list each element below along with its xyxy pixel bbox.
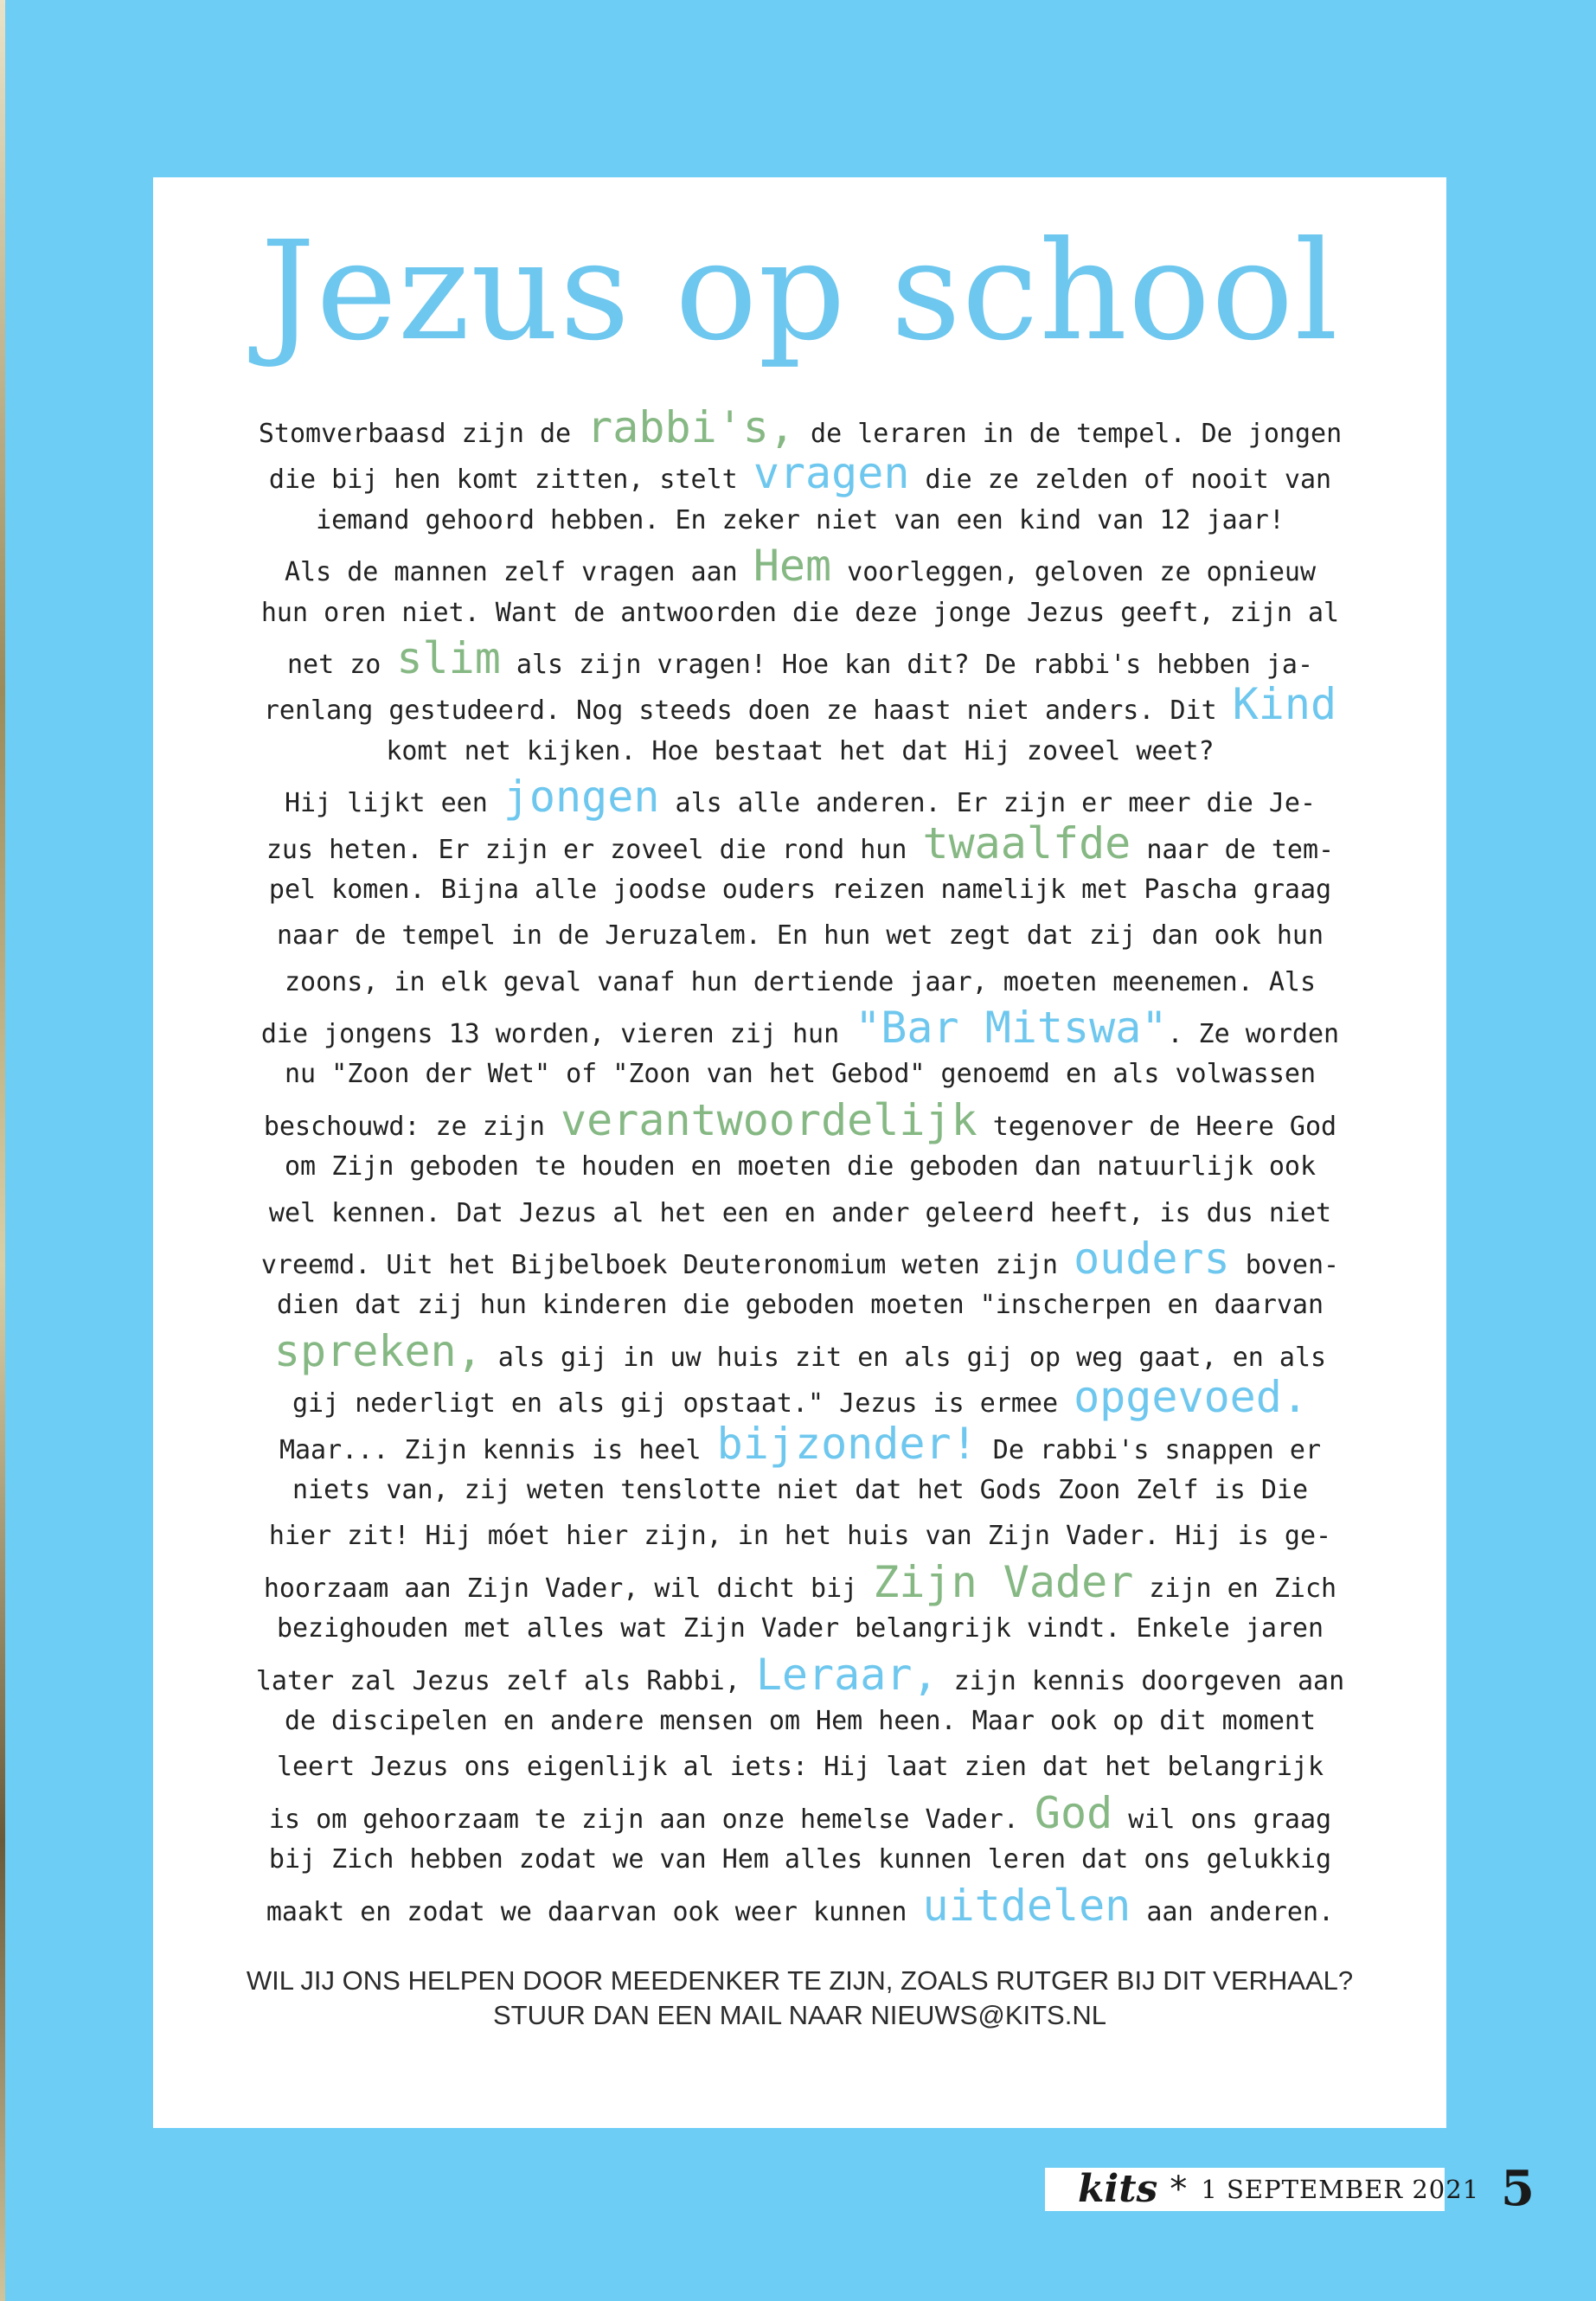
body-text-run: Als de mannen zelf vragen aan: [284, 557, 753, 588]
body-text-run: later zal Jezus zelf als Rabbi,: [255, 1665, 756, 1696]
body-text-run: als gij in uw huis zit en als gij op weg gaat, en als: [482, 1342, 1327, 1373]
body-line: [195, 913, 1406, 958]
body-text-run: pel komen. Bijna alle joodse ouders reizen namelijk met Pascha graag: [268, 874, 1332, 905]
body-text-run: zoons, in elk geval vanaf hun dertiende jaar, moeten meenemen. Als: [284, 966, 1317, 997]
body-line: [195, 1880, 1406, 1931]
body-line: [195, 1094, 1406, 1145]
body-text-run: de leraren in de tempel. De jongen: [794, 419, 1343, 449]
highlighted-word: opgevoed.: [1074, 1372, 1308, 1423]
highlighted-word: twaalfde: [922, 817, 1131, 868]
body-line: [195, 1372, 1406, 1423]
body-text-run: zijn kennis doorgeven aan: [938, 1665, 1345, 1696]
body-text-run: als zijn vragen! Hoe kan dit? De rabbi's hebben ja-: [500, 649, 1314, 680]
body-line: [195, 1003, 1406, 1054]
body-line: [195, 1325, 1406, 1376]
page-number: 5: [1501, 2160, 1535, 2217]
body-text-run: renlang gestudeerd. Nog steeds doen ze haast niet anders. Dit: [263, 695, 1233, 727]
body-line: [195, 1698, 1406, 1744]
body-text-run: komt net kijken. Hoe bestaat het dat Hij zoveel weet?: [386, 735, 1215, 766]
highlighted-word: bijzonder!: [716, 1418, 977, 1469]
body-text-run: zijn en Zich: [1133, 1573, 1337, 1604]
body-text-run: dien dat zij hun kinderen die geboden moeten "inscherpen en daarvan: [276, 1290, 1324, 1321]
body-text-run: vreemd. Uit het Bijbelboek Deuteronomium weten zijn: [260, 1250, 1074, 1281]
body-text-run: boven-: [1229, 1250, 1340, 1281]
body-line: [195, 1787, 1406, 1838]
body-line: [195, 1190, 1406, 1236]
body-text-run: De rabbi's snappen er: [977, 1434, 1322, 1465]
body-line: [195, 772, 1406, 823]
article-title: Jezus op school: [260, 212, 1339, 371]
body-text-run: wel kennen. Dat Jezus al het een en ander geleerd heeft, is dus niet: [268, 1197, 1332, 1228]
highlighted-word: Zijn Vader: [873, 1556, 1134, 1607]
body-text-run: naar de tempel in de Jeruzalem. En hun wet zegt dat zij dan ook hun: [276, 920, 1324, 952]
body-text-run: Stomverbaasd zijn de: [258, 419, 587, 449]
body-text-run: die jongens 13 worden, vieren zij hun: [260, 1019, 856, 1050]
highlighted-word: jongen: [503, 772, 660, 823]
body-text-run: maakt en zodat we daarvan ook weer kunnen: [266, 1896, 923, 1927]
highlighted-word: vragen: [753, 448, 910, 499]
issue-footer: [1045, 2167, 1480, 2211]
body-line: [195, 402, 1406, 452]
body-text-run: die bij hen komt zitten, stelt: [268, 465, 753, 496]
body-text-run: wil ons graag: [1112, 1804, 1332, 1835]
body-line: [195, 1282, 1406, 1328]
body-line: [195, 541, 1406, 592]
body-text-run: bij Zich hebben zodat we van Hem alles kunnen leren dat ons gelukkig: [268, 1844, 1332, 1875]
body-text-run: om Zijn geboden te houden en moeten die geboden dan natuurlijk ook: [284, 1151, 1317, 1183]
highlighted-word: spreken,: [273, 1325, 483, 1376]
highlighted-word: Hem: [753, 541, 832, 592]
body-text-run: nu "Zoon der Wet" of "Zoon van het Gebod" genoemd en als volwassen: [284, 1059, 1317, 1090]
body-line: [195, 632, 1406, 683]
body-text-run: niets van, zij weten tenslotte niet dat het Gods Zoon Zelf is Die: [292, 1474, 1308, 1505]
body-text-run: hoorzaam aan Zijn Vader, wil dicht bij: [263, 1573, 874, 1604]
body-text-run: de discipelen en andere mensen om Hem heen. Maar ook op dit moment: [284, 1705, 1317, 1736]
body-line: [195, 1418, 1406, 1469]
body-text-run: . Ze worden: [1167, 1019, 1340, 1050]
body-line: [195, 817, 1406, 868]
body-line: [195, 1606, 1406, 1651]
body-line: [195, 1234, 1406, 1285]
body-line: [195, 448, 1406, 499]
body-line: [195, 1513, 1406, 1559]
body-line: [195, 1836, 1406, 1882]
contributor-call-line: WIL JIJ ONS HELPEN DOOR MEEDENKER TE ZIJN, ZOALS RUTGER BIJ DIT VERHAAL?: [246, 1965, 1354, 1996]
highlighted-word: verantwoordelijk: [561, 1094, 977, 1145]
highlighted-word: Leraar,: [755, 1649, 939, 1700]
body-line: [195, 1649, 1406, 1700]
body-text-run: aan anderen.: [1131, 1896, 1335, 1927]
body-text-run: net zo: [286, 649, 397, 680]
asterisk-icon: *: [1168, 2170, 1189, 2209]
body-text-run: voorleggen, geloven ze opnieuw: [831, 557, 1317, 588]
body-text-run: is om gehoorzaam te zijn aan onze hemelse Vader.: [268, 1804, 1035, 1835]
body-line: [195, 1467, 1406, 1513]
highlighted-word: rabbi's,: [586, 402, 795, 452]
body-text-run: gij nederligt en als gij opstaat." Jezus is ermee: [292, 1388, 1074, 1420]
body-line: [195, 1051, 1406, 1097]
article-body: [195, 402, 1406, 1931]
body-text-run: als alle anderen. Er zijn er meer die Je-: [659, 788, 1317, 819]
body-text-run: die ze zelden of nooit van: [909, 465, 1332, 496]
body-text-run: tegenover de Heere God: [977, 1111, 1337, 1142]
body-text-run: Maar... Zijn kennis is heel: [279, 1434, 717, 1465]
highlighted-word: "Bar Mitswa": [855, 1003, 1168, 1054]
body-line: [195, 497, 1406, 543]
body-line: [195, 1556, 1406, 1607]
body-text-run: hun oren niet. Want de antwoorden die deze jonge Jezus geeft, zijn al: [260, 597, 1340, 628]
body-text-run: beschouwd: ze zijn: [263, 1111, 561, 1142]
body-text-run: hier zit! Hij móet hier zijn, in het huis van Zijn Vader. Hij is ge-: [268, 1521, 1332, 1552]
body-line: [195, 728, 1406, 774]
body-line: [195, 679, 1406, 730]
body-line: [195, 590, 1406, 636]
page-edge-decoration: [0, 0, 5, 2301]
body-text-run: iemand gehoord hebben. En zeker niet van een kind van 12 jaar!: [316, 504, 1285, 535]
contributor-call: [153, 1964, 1446, 2033]
highlighted-word: slim: [396, 632, 501, 683]
body-text-run: naar de tem-: [1131, 834, 1335, 865]
issue-date: 1 SEPTEMBER 2021: [1201, 2175, 1480, 2204]
body-text-run: Hij lijkt een: [284, 788, 503, 819]
body-line: [195, 867, 1406, 913]
body-text-run: zus heten. Er zijn er zoveel die rond hun: [266, 834, 923, 865]
highlighted-word: uitdelen: [922, 1880, 1131, 1931]
highlighted-word: ouders: [1074, 1234, 1230, 1285]
kits-logo: kits: [1078, 2167, 1158, 2211]
body-line: [195, 1144, 1406, 1189]
highlighted-word: Kind: [1232, 679, 1337, 730]
body-line: [195, 1744, 1406, 1790]
body-line: [195, 959, 1406, 1005]
body-text-run: bezighouden met alles wat Zijn Vader belangrijk vindt. Enkele jaren: [276, 1613, 1324, 1644]
contributor-call-line: STUUR DAN EEN MAIL NAAR NIEUWS@KITS.NL: [493, 2000, 1106, 2030]
body-text-run: leert Jezus ons eigenlijk al iets: Hij laat zien dat het belangrijk: [276, 1752, 1324, 1783]
highlighted-word: God: [1034, 1787, 1113, 1838]
article-card: [153, 177, 1446, 2128]
